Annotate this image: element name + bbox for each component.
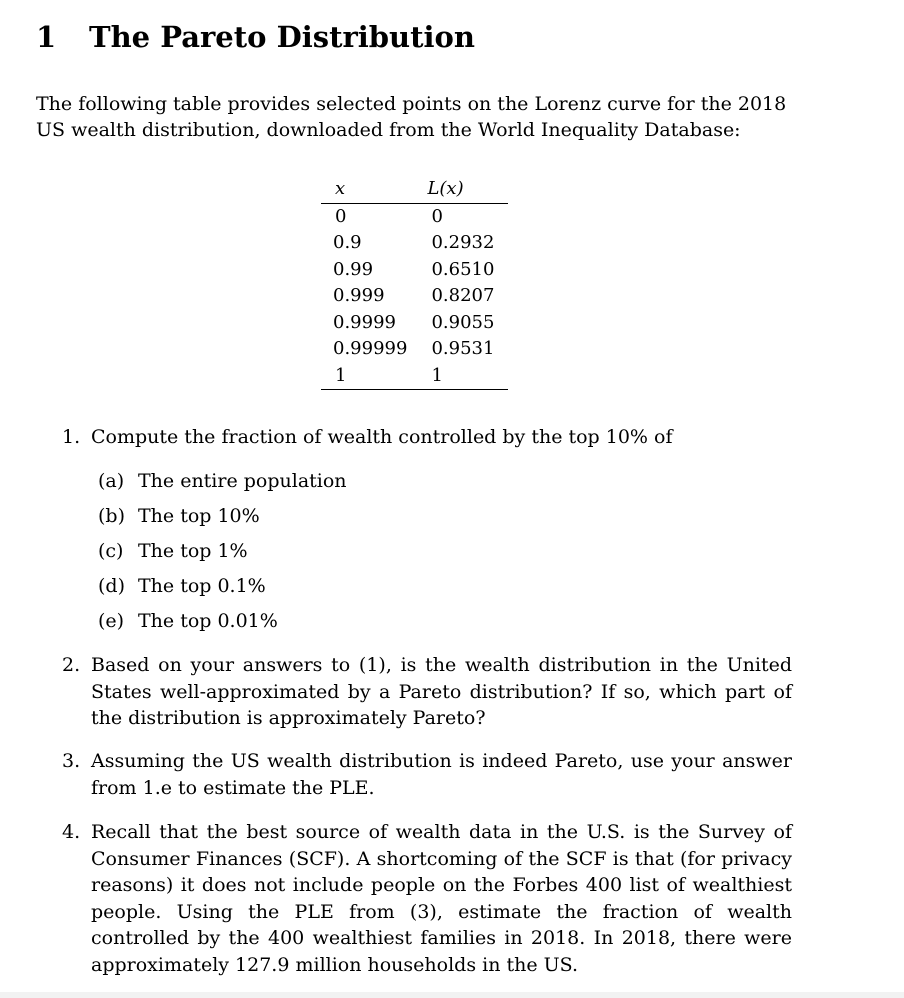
section-number: 1 [36,20,57,54]
subitem-label: (d) [98,575,125,597]
table-row [321,310,508,337]
subitem-label: (e) [98,610,125,632]
page-bottom-edge [0,992,904,998]
table-cell-x: 1 [335,364,347,386]
subitem-label: (c) [98,540,124,562]
table-row [321,283,508,310]
table-cell-x: 0.9 [333,232,362,253]
table-header-lx: L(x) [427,178,464,199]
table-cell-x: 0 [335,205,347,227]
subitem-label: (a) [98,470,125,492]
subitem-c [98,538,248,564]
lorenz-table [321,176,508,390]
section-title: The Pareto Distribution [89,20,475,54]
table-cell-lx: 0.2932 [431,232,495,253]
question-3 [62,748,792,801]
table-cell-x: 0.99999 [333,338,408,359]
subitem-label: (b) [98,505,125,527]
question-number: 3. [62,750,81,772]
question-text: Assuming the US wealth distribution is indeed Pareto, use your answer from 1.e to estimate the PLE. [91,750,792,799]
question-text: Recall that the best source of wealth data in the U.S. is the Survey of Consumer Finances (SCF). A shortcoming of the SCF is that (for privacy reasons) it does not include people on the Forbes 400 list of wealthiest people. Using the PLE from (3), estimate the fraction of wealth controlled by the 400 wealthiest families in 2018. In 2018, there were approximately 127.9 million households in the US. [91,821,792,976]
subitem-text: The top 10% [138,505,260,527]
subitem-d [98,573,266,599]
question-number: 4. [62,821,81,843]
table-cell-lx: 0.9531 [431,338,495,359]
table-header-x: x [335,178,346,199]
intro-paragraph: The following table provides selected points on the Lorenz curve for the 2018 US wealth distribution, downloaded from the World Inequality Database: [36,93,787,141]
subitem-text: The entire population [138,470,347,492]
table-cell-lx: 1 [431,364,443,386]
question-text: Compute the fraction of wealth controlled by the top 10% of [91,426,673,448]
subitem-text: The top 0.01% [138,610,278,632]
question-1 [62,424,792,451]
table-row [321,257,508,284]
question-number: 2. [62,654,81,676]
subitem-text: The top 1% [138,540,248,562]
question-2 [62,652,792,732]
table-cell-lx: 0.8207 [431,285,495,306]
table-row [321,203,508,230]
subitem-text: The top 0.1% [138,575,266,597]
section-heading [36,20,475,54]
question-number: 1. [62,426,81,448]
table-row [321,363,508,390]
table-cell-x: 0.99 [333,258,374,280]
table-cell-x: 0.9999 [333,311,396,333]
subitem-e [98,608,278,634]
table-cell-lx: 0 [431,205,443,227]
table-row [321,230,508,257]
question-4 [62,819,792,978]
subitem-a [98,468,347,494]
table-cell-lx: 0.9055 [431,311,495,333]
table-row [321,336,508,363]
table-cell-x: 0.999 [333,285,385,306]
question-text: Based on your answers to (1), is the wealth distribution in the United States well-approximated by a Pareto distribution? If so, which part of the distribution is approximately Pareto? [91,654,792,729]
table-cell-lx: 0.6510 [431,258,495,280]
table-header-row [321,176,508,203]
subitem-b [98,503,260,529]
